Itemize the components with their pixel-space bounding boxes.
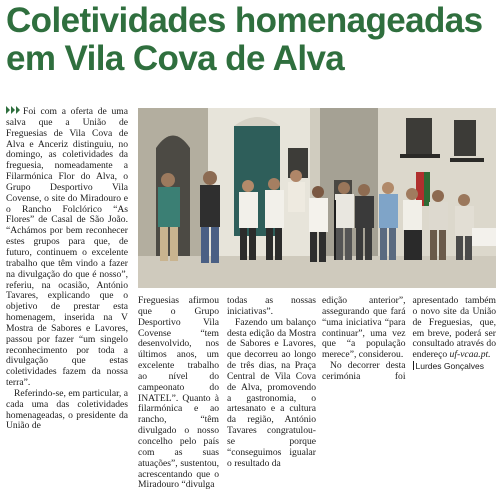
- headline: [6, 2, 496, 78]
- article-column-3: [227, 296, 316, 470]
- article-column-2: [138, 296, 219, 491]
- byline-author: Lurdes Gonçalves: [415, 361, 485, 372]
- article-column-1: [6, 106, 128, 432]
- photo-ceremony-illustration: [138, 108, 496, 288]
- byline: [413, 361, 497, 373]
- article-column-4: [322, 296, 496, 436]
- paragraph-lead-text: Foi com a oferta de uma salva que a União de Freguesias de Vila Cova de Alva e Anceriz distinguiu, no domingo, as coletividades da freguesia, nomeadamente a Filarmónica Flor do Alva, o Grupo Desportivo Vila Covense, o site do Miradouro e o Rancho Folclórico “As Flores” de Casal de São João. “Achámos por bem reconhecer estes grupos para que, de futuro, continuem o excelente trabalho que têm vindo a fazer na divulgação do que é nosso”, referiu, na ocasião, António Tavares, explicando que o objetivo de prestar esta homenagem, inserida na V Mostra de Sabores e Lavores, passou por fazer “um singelo reconhecimento por toda a divulgação que estas coletividades fazem da nossa terra”.: [6, 106, 128, 389]
- headline-line-2: em Vila Cova de Alva: [6, 39, 345, 78]
- headline-line-1: Coletividades homenageadas: [6, 1, 483, 40]
- paragraph-lead: [6, 106, 128, 389]
- paragraph: edição anterior”, assegurando que fará “uma iniciativa “para continuar”, uma vez que “a população merece”, considerou.: [322, 295, 406, 361]
- paragraph: todas as nossas iniciativas”.: [227, 295, 316, 317]
- byline-separator: [413, 361, 414, 370]
- paragraph: Fazendo um balanço desta edição da Mostra de Sabores e Lavores, que decorreu ao longo de três dias, na Praça Central de Vila Cova de Alva, promovendo a gastronomia, o artesanato e a cultura da região, António Tavares congratulou-se porque “conseguimos igualar o resultado da: [227, 316, 316, 469]
- paragraph-text: No decorrer desta cerimónia foi apresentado também o novo site da União de Freguesias, que, em breve, poderá ser consultado através do endereço: [322, 295, 496, 382]
- section-marker-icon: [6, 106, 20, 114]
- paragraph: Referindo-se, em particular, a cada uma das coletividades homenageadas, o presidente da União de: [6, 387, 128, 432]
- website-address: uf-vcaa.pt.: [449, 349, 491, 361]
- article-photo: [138, 108, 496, 288]
- paragraph: Freguesias afirmou que o Grupo Desportivo Vila Covense “tem desenvolvido, nos últimos anos, um excelente trabalho ao nível do campeonato do INATEL”. Quanto à filarmónica e ao rancho, “têm divulgado o nosso concelho pelo país com as suas atuações”, sustentou, acrescentando que o Miradouro “divulga: [138, 295, 219, 491]
